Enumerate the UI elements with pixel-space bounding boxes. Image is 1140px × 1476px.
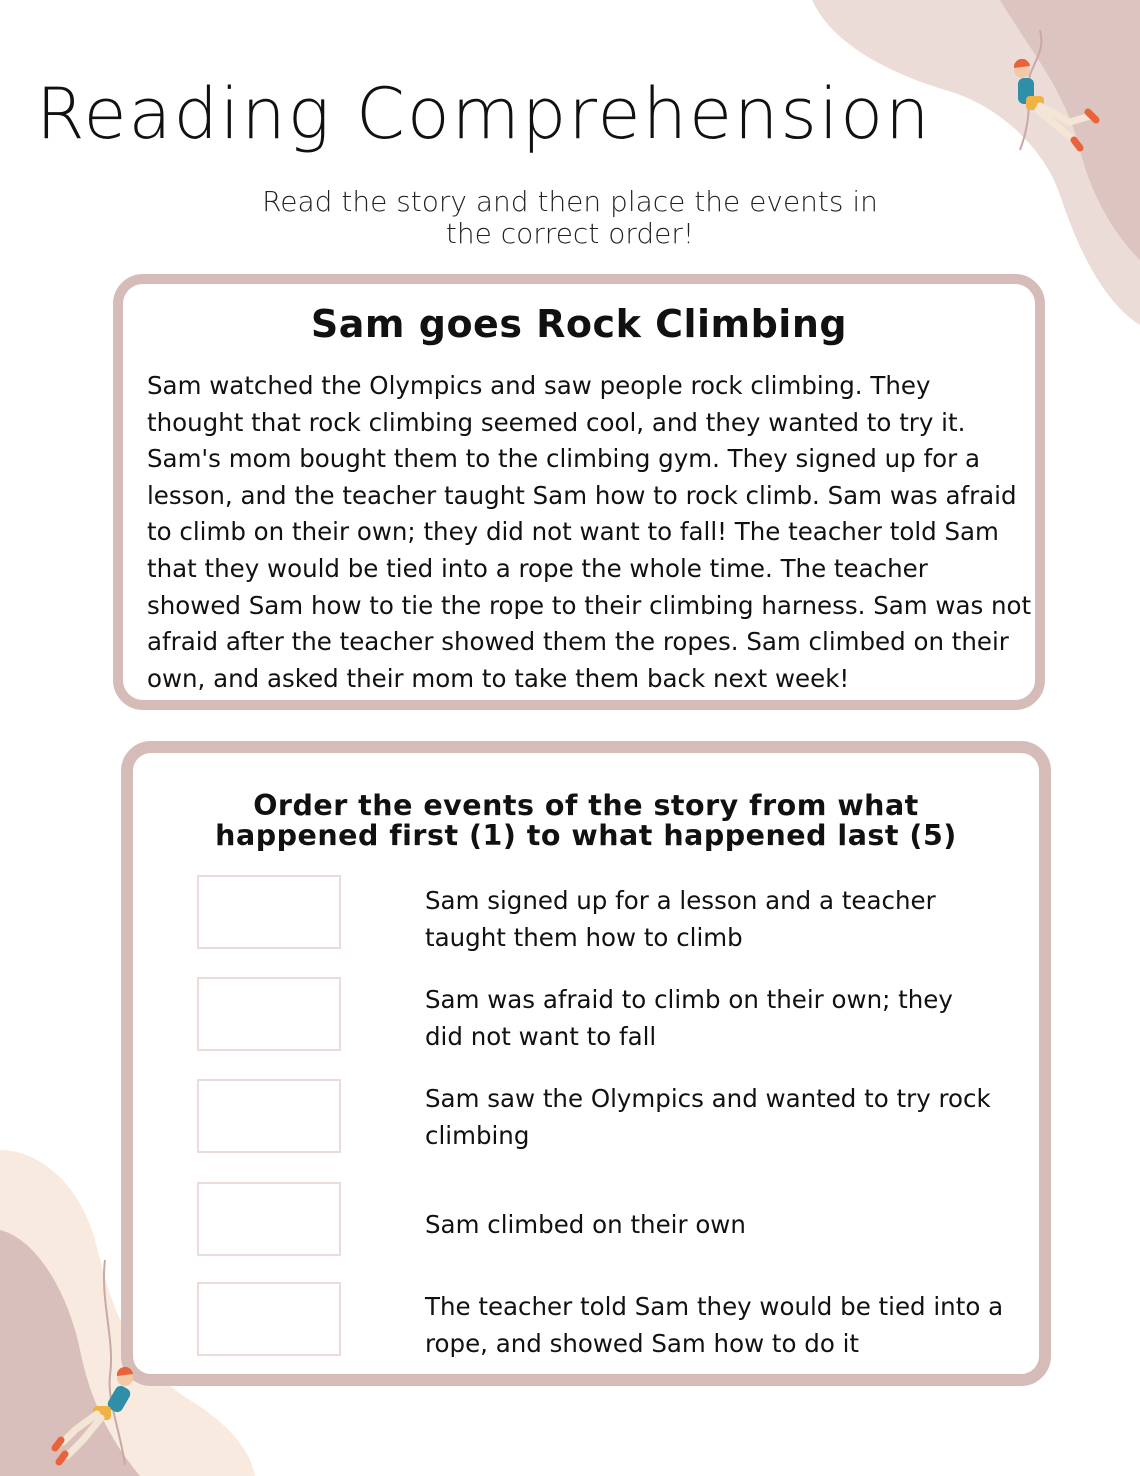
story-line: Sam's mom bought them to the climbing gym. They signed up for a xyxy=(147,444,980,474)
story-line: that they would be tied into a rope the whole time. The teacher xyxy=(147,553,928,583)
order-title-line-2: happened first (1) to what happened last (5) xyxy=(215,819,957,852)
event-item-1 xyxy=(425,883,1025,956)
event-item-4 xyxy=(425,1207,1025,1244)
climber-bottom-left-icon xyxy=(45,1260,155,1470)
instructions-line-2: the correct order! xyxy=(445,217,695,250)
story-body xyxy=(147,368,1047,697)
story-line: lesson, and the teacher taught Sam how to rock climb. Sam was afraid xyxy=(147,480,1017,510)
climber-legs-icon xyxy=(1038,106,1090,142)
story-card xyxy=(113,274,1045,710)
event-item-5 xyxy=(425,1289,1025,1362)
story-line: afraid after the teacher showed them the ropes. Sam climbed on their xyxy=(147,627,1009,657)
rope-icon xyxy=(104,1260,125,1465)
story-line: own, and asked their mom to take them back next week! xyxy=(147,663,850,693)
event-text-line: The teacher told Sam they would be tied into a xyxy=(425,1292,1004,1321)
page-title: Reading Comprehension xyxy=(36,73,932,155)
event-text-line: Sam signed up for a lesson and a teacher xyxy=(425,886,936,915)
answer-box-1[interactable] xyxy=(197,875,341,949)
story-line: to climb on their own; they did not want to fall! The teacher told Sam xyxy=(147,517,999,547)
event-text-line: climbing xyxy=(425,1120,530,1150)
event-item-3 xyxy=(425,1081,1025,1154)
story-line: thought that rock climbing seemed cool, and they wanted to try it. xyxy=(147,407,966,437)
event-text-line: Sam was afraid to climb on their own; they xyxy=(425,985,953,1014)
story-line: showed Sam how to tie the rope to their climbing harness. Sam was not xyxy=(147,590,1032,620)
order-events-card xyxy=(121,741,1051,1386)
event-text-line: did not want to fall xyxy=(425,1021,657,1051)
event-text-line: Sam climbed on their own xyxy=(425,1210,746,1239)
instructions-line-1: Read the story and then place the events in xyxy=(262,185,878,218)
answer-box-4[interactable] xyxy=(197,1182,341,1256)
event-text-line: taught them how to climb xyxy=(425,922,743,952)
event-item-2 xyxy=(425,982,1025,1055)
answer-box-5[interactable] xyxy=(197,1282,341,1356)
instructions xyxy=(220,186,920,250)
story-title: Sam goes Rock Climbing xyxy=(310,302,848,346)
order-events-title xyxy=(133,791,1039,851)
event-text-line: rope, and showed Sam how to do it xyxy=(425,1328,860,1358)
answer-box-2[interactable] xyxy=(197,977,341,1051)
answer-box-3[interactable] xyxy=(197,1079,341,1153)
story-line: Sam watched the Olympics and saw people rock climbing. They xyxy=(147,371,931,400)
event-text-line: Sam saw the Olympics and wanted to try rock xyxy=(425,1084,991,1113)
order-title-line-1: Order the events of the story from what xyxy=(253,789,919,822)
climber-top-right-icon xyxy=(1000,30,1110,160)
climber-legs-icon xyxy=(63,1414,101,1456)
